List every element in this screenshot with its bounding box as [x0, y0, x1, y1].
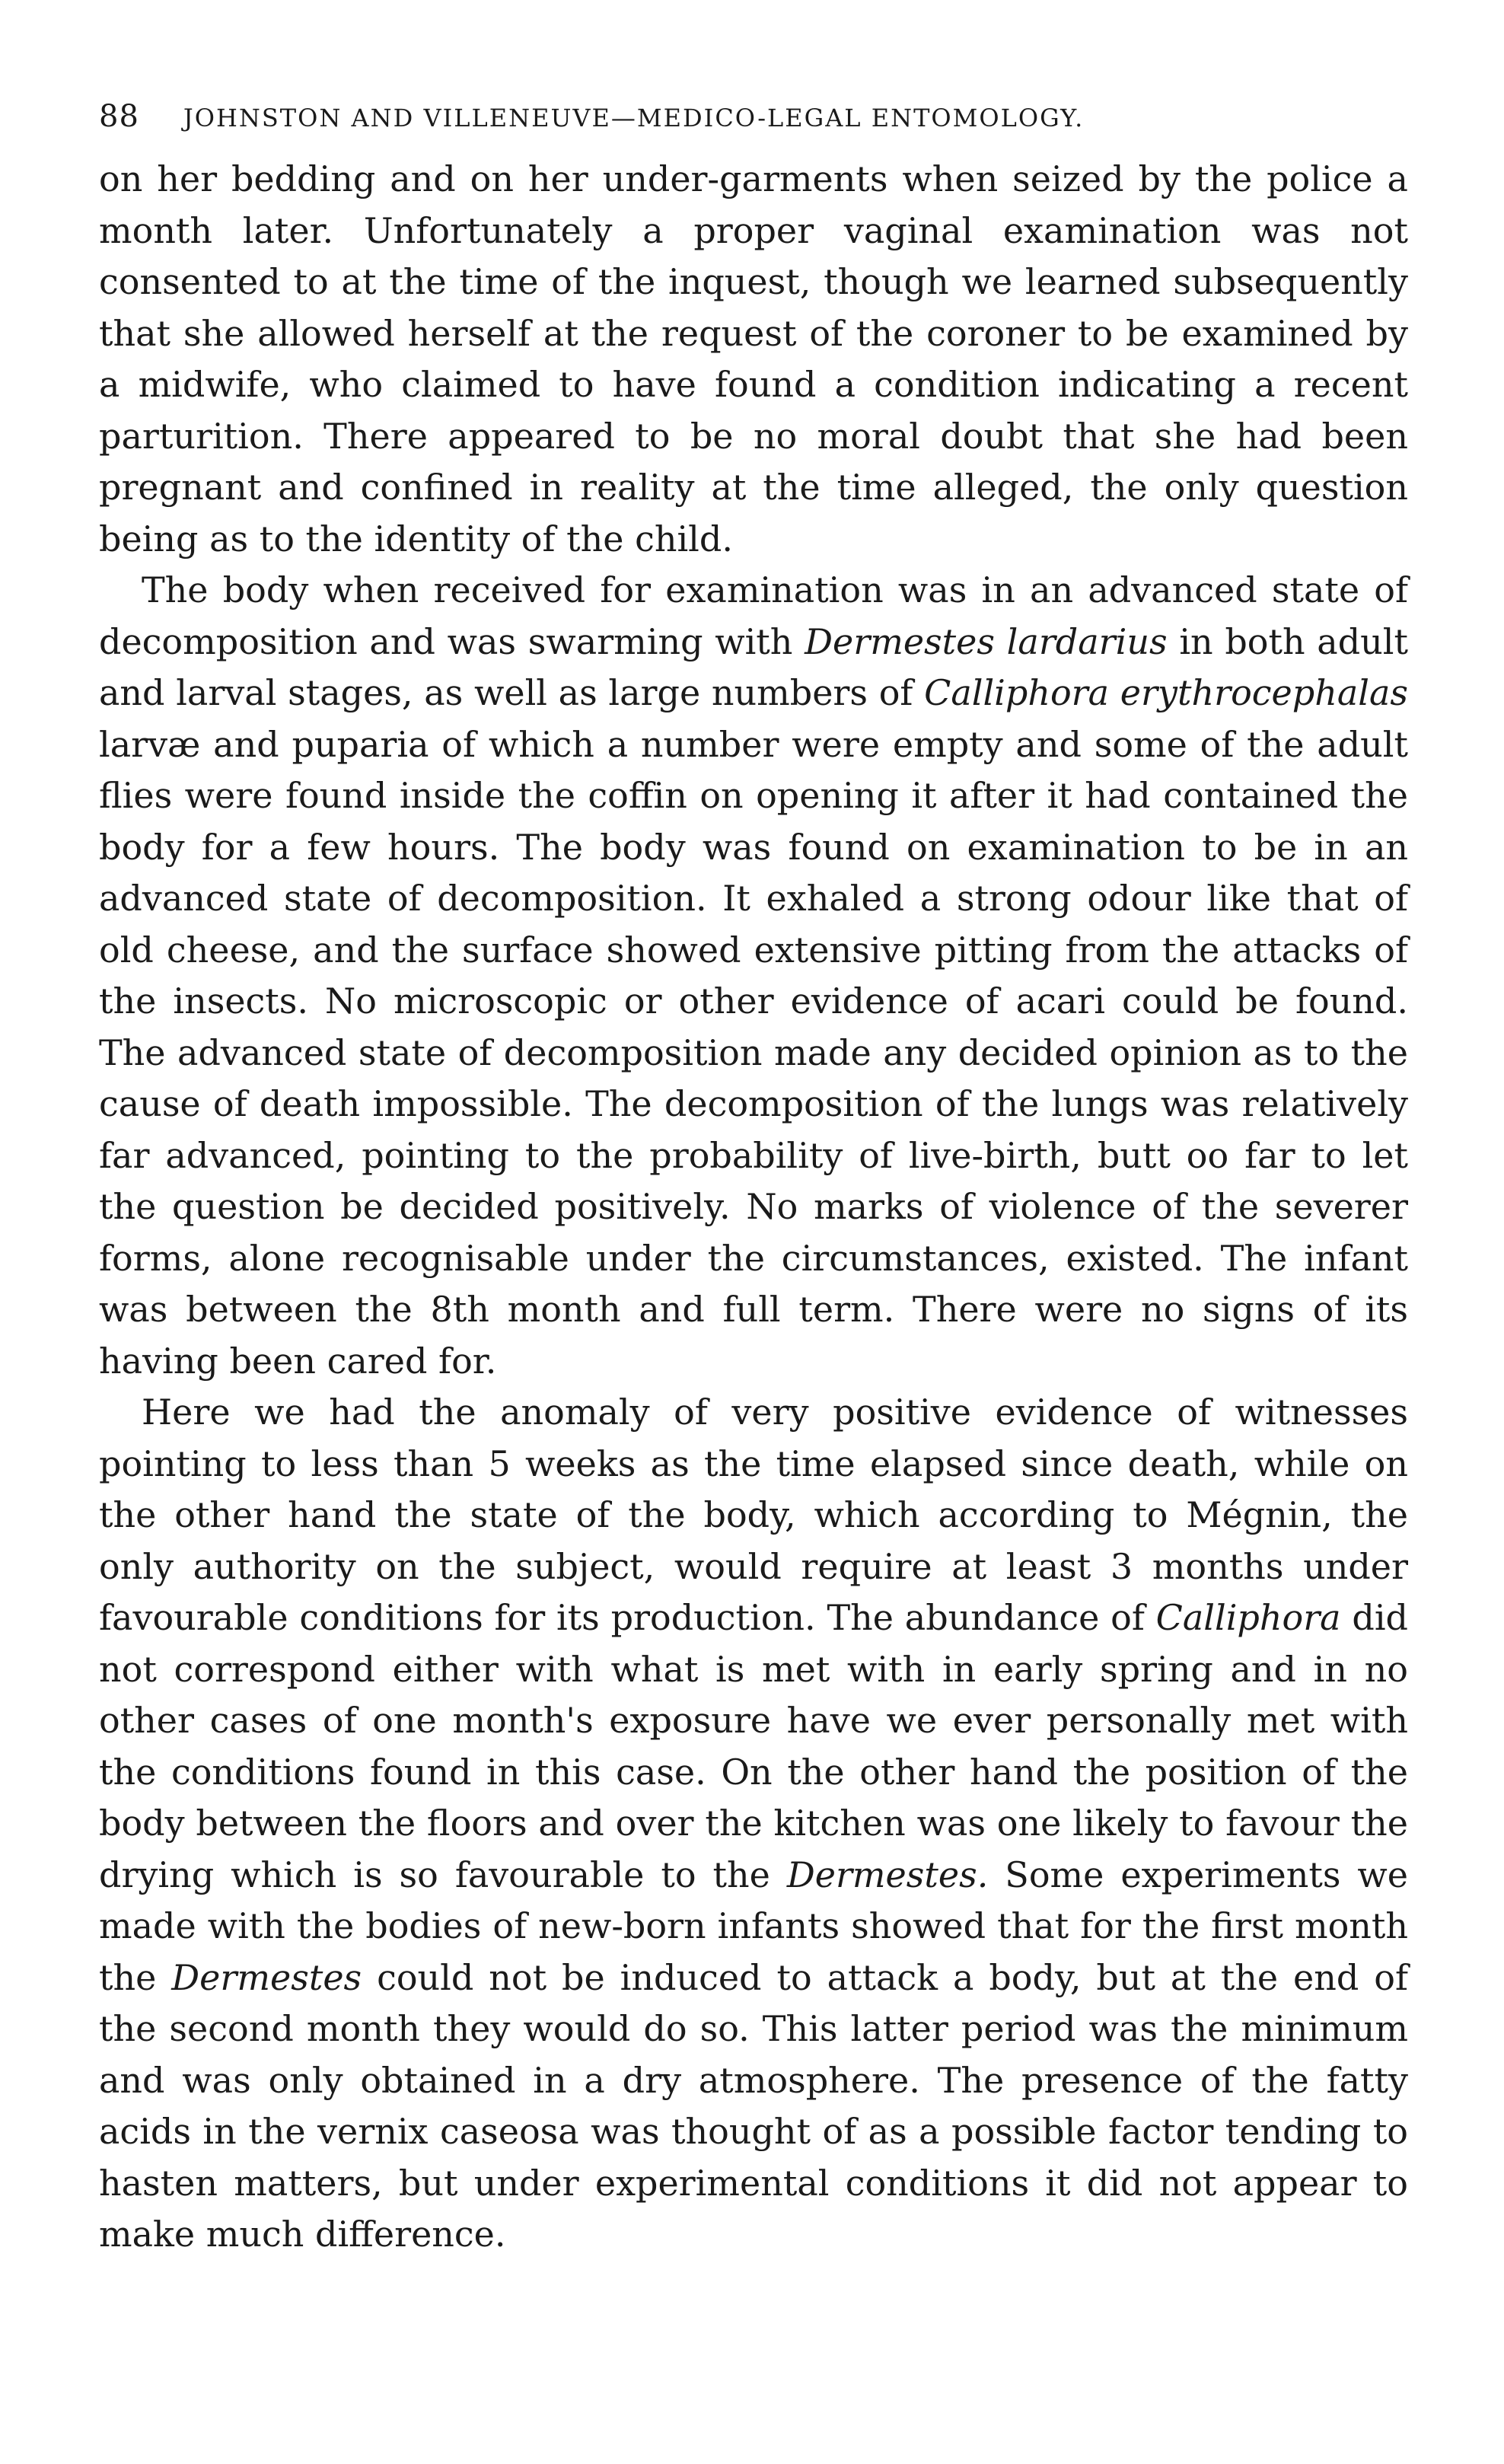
running-title: JOHNSTON AND VILLENEUVE—MEDICO-LEGAL ENTOMOLOGY. — [183, 104, 1085, 132]
paragraph-3-text-4: could not be induced to attack a body, but at the end of the second month they would do so. This latter period was the minimum and was only obtained in a dry atmosphere. The presence of the fatty acids in the vernix caseosa was thought of as a possible factor tending to hasten matters, but under experimental conditions it did not appear to make much difference. — [99, 1956, 1409, 2255]
paragraph-3-text-1: Here we had the anomaly of very positive evidence of witnesses pointing to less than 5 weeks as the time elapsed since death, while on the other hand the state of the body, which according to Mégnin, the only authority on the subject, would require at least 3 months under favourable conditions for its production. The abundance of — [99, 1391, 1408, 1638]
paragraph-3 — [99, 1387, 1408, 2261]
body-text — [99, 154, 1408, 2261]
paragraph-3-text-3: Some experiments we made with the bodies of new-born infants showed that for the first month the — [99, 1854, 1408, 1998]
species-name-calliphora-erythrocephalas: Calliphora erythrocephalas — [924, 672, 1408, 713]
genus-name-dermestes-2: Dermestes — [171, 1956, 362, 1998]
paragraph-2 — [99, 565, 1408, 1387]
page-number: 88 — [99, 99, 139, 134]
paragraph-3-text-2: did not correspond either with what is met with in early spring and in no other cases of one month's exposure have we ever personally met with the conditions found in this case. On the other hand the position of the body between the floors and over the kitchen was one likely to favour the drying which is so favourable to the — [99, 1597, 1408, 1895]
paragraph-2-text-3: larvæ and puparia of which a number were empty and some of the adult flies were found inside the coffin on opening it after it had contained the body for a few hours. The body was found on examination to be in an advanced state of decomposition. It exhaled a strong odour like that of old cheese, and the surface showed extensive pitting from the attacks of the insects. No microscopic or other evidence of acari could be found. The advanced state of decomposition made any decided opinion as to the cause of death impossible. The decomposition of the lungs was relatively far advanced, pointing to the probability of live-birth, butt oo far to let the question be decided positively. No marks of violence of the severer forms, alone recognisable under the circumstances, existed. The infant was between the 8th month and full term. There were no signs of its having been cared for. — [99, 723, 1408, 1382]
paragraph-1-text: on her bedding and on her under-garments when seized by the police a month later. Unfortunately a proper vaginal examination was not consented to at the time of the inquest, though we learned subsequently that she allowed herself at the request of the coroner to be examined by a midwife, who claimed to have found a condition indicating a recent parturition. There appeared to be no moral doubt that she had been pregnant and confined in reality at the time alleged, the only question being as to the identity of the child. — [99, 158, 1408, 559]
paragraph-2-text-1: The body when received for examination was in an advanced state of decomposition and was swarming with — [99, 569, 1408, 662]
genus-name-calliphora: Calliphora — [1155, 1597, 1341, 1638]
genus-name-dermestes: Dermestes. — [786, 1854, 989, 1895]
paragraph-2-text-2: in both adult and larval stages, as well as large numbers of — [99, 620, 1409, 713]
running-header — [99, 99, 1408, 145]
species-name-dermestes-lardarius: Dermestes lardarius — [805, 620, 1168, 662]
document-page — [99, 99, 1408, 2261]
paragraph-1 — [99, 154, 1408, 565]
